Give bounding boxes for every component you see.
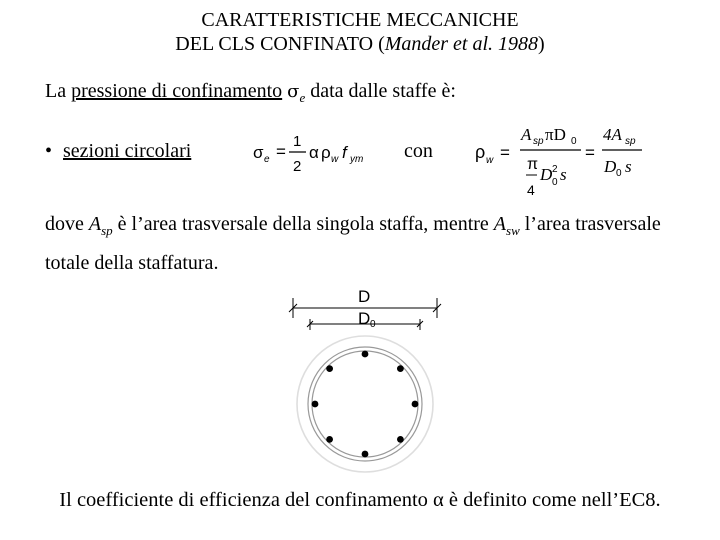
circular-sections-label: sezioni circolari: [63, 140, 192, 162]
svg-text:0: 0: [616, 168, 622, 179]
svg-text:=: =: [585, 143, 595, 162]
rebar-dot: [397, 436, 404, 443]
rebar-dot: [362, 451, 369, 458]
connector-text: con: [404, 140, 433, 162]
rebar-dot: [362, 351, 369, 358]
svg-text:s: s: [560, 165, 567, 184]
svg-text:1: 1: [293, 133, 302, 150]
description-paragraph: dove $A_{sp}$ è l’area trasversale della singola staffa, mentre $A_{sw}$ l’area trasversale totale della staffatura.: [45, 213, 661, 274]
formula1-sigma: σ: [253, 143, 264, 162]
svg-text:f: f: [342, 143, 347, 162]
core-diameter-label: D: [358, 309, 371, 328]
page-title: [0, 8, 720, 56]
reinforcement-ratio-formula: [470, 118, 670, 200]
rebar-dot: [326, 365, 333, 372]
cross-section-diagram: [285, 284, 455, 484]
hoop-outer: [308, 347, 422, 461]
svg-text:w: w: [331, 154, 339, 165]
rebar-dot: [326, 436, 333, 443]
svg-text:4A: 4A: [603, 125, 622, 144]
confinement-pressure-term: pressione di confinamento: [71, 80, 283, 102]
svg-text:D: D: [540, 165, 553, 184]
title-line-1: CARATTERISTICHE MECCANICHE: [201, 9, 519, 31]
svg-text:0: 0: [571, 136, 577, 147]
svg-text:w: w: [486, 155, 494, 166]
svg-text:D: D: [604, 157, 617, 176]
svg-text:ρ: ρ: [321, 143, 331, 162]
intro-text: La pressione di confinamento $\sigma_e$ data dalle staffe è:: [45, 80, 456, 105]
svg-text:0: 0: [370, 319, 376, 330]
svg-text:A: A: [521, 125, 532, 144]
bullet-marker: •: [45, 140, 53, 162]
svg-text:π: π: [527, 156, 539, 173]
bullet-item: [45, 140, 191, 163]
svg-text:ym: ym: [350, 154, 364, 165]
svg-text:ρ: ρ: [475, 142, 486, 162]
svg-text:2: 2: [552, 164, 558, 175]
footer-text: Il coefficiente di efficienza del confinamento α è definito come nell’EC8.: [59, 489, 661, 511]
svg-text:=: =: [500, 143, 510, 162]
rebar-dot: [412, 401, 419, 408]
longitudinal-bars: [312, 351, 419, 458]
svg-text:sp: sp: [533, 136, 544, 147]
svg-text:=: =: [276, 142, 286, 161]
svg-text:e: e: [264, 154, 270, 165]
rebar-dot: [397, 365, 404, 372]
svg-text:2: 2: [293, 158, 302, 175]
svg-text:4: 4: [527, 182, 535, 198]
svg-text:α: α: [309, 143, 319, 162]
title-line-2: DEL CLS CONFINATO (Mander et al. 1988): [175, 33, 545, 55]
svg-text:0: 0: [552, 177, 558, 188]
svg-text:πD: πD: [545, 125, 566, 144]
rebar-dot: [312, 401, 319, 408]
svg-text:sp: sp: [625, 136, 636, 147]
svg-text:s: s: [625, 157, 632, 176]
confining-pressure-formula: [250, 122, 380, 182]
diameter-label: D: [358, 287, 371, 306]
